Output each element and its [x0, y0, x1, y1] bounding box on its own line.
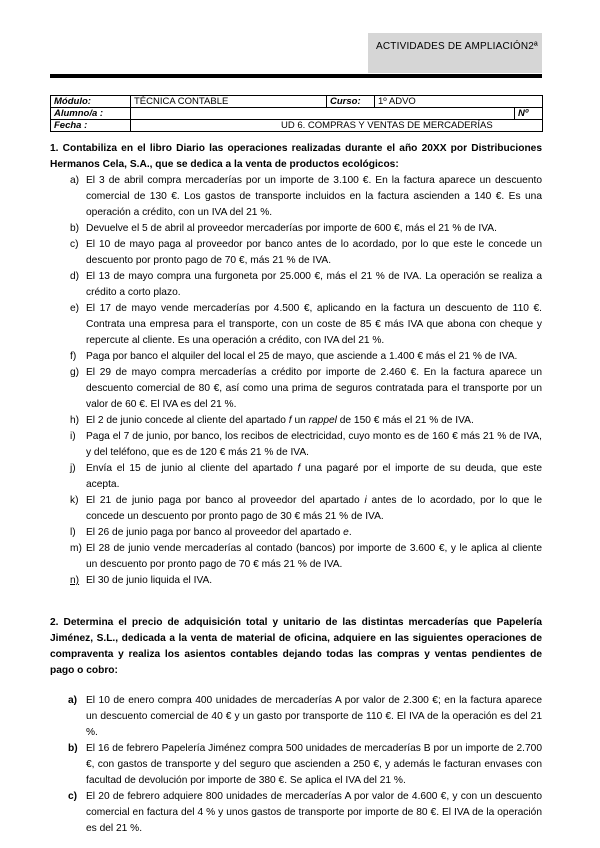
item-marker: n) — [70, 575, 80, 586]
item-marker: i) — [70, 431, 76, 442]
item-text: El 30 de junio liquida el IVA. — [86, 575, 213, 586]
item-marker: j) — [70, 463, 76, 474]
item-text: Envía el 15 de junio al cliente del apartado — [86, 463, 298, 474]
modulo-value: TÉCNICA CONTABLE — [131, 96, 327, 108]
item-text: El 17 de mayo vende mercaderías por 4.500 €, aplicando en la factura un descuento de 110 €. Contrata una empresa para el transporte, con un coste de 85 € más IVA que abona con cheque y repercute al cliente. Es una operación a crédito, con IVA del 21 %. — [86, 303, 542, 346]
q2-item-b — [50, 741, 542, 789]
item-text: El 26 de junio paga por banco al proveedor del apartado — [86, 527, 344, 538]
item-marker: a) — [68, 695, 78, 706]
q1-item-b — [50, 221, 542, 237]
item-text: Devuelve el 5 de abril al proveedor mercaderías por importe de 600 €, más el 21 % de IVA. — [86, 223, 497, 234]
item-text: una pagaré por el importe de su deuda, que este acepta. — [86, 463, 542, 490]
item-marker: g) — [70, 367, 80, 378]
item-ref: f — [288, 415, 292, 426]
info-row-modulo — [51, 96, 543, 108]
item-marker: f) — [70, 351, 77, 362]
item-text: El 2 de junio concede al cliente del apartado — [86, 415, 289, 426]
item-text: El 10 de mayo paga al proveedor por banco antes de lo acordado, por lo que este le concede un descuento por pronto pago de 70 €, más 21 % de IVA. — [86, 239, 542, 266]
q1-item-g — [50, 365, 542, 413]
alumno-field[interactable] — [131, 108, 515, 120]
item-marker: d) — [70, 271, 80, 282]
activity-title: ACTIVIDADES DE AMPLIACIÓN2ª — [376, 41, 538, 52]
curso-value: 1º ADVO — [375, 96, 543, 108]
item-text: El 13 de mayo compra una furgoneta por 25.000 €, más el 21 % de IVA. La operación se realiza a crédito a corto plazo. — [86, 271, 542, 298]
item-marker: b) — [68, 743, 78, 754]
q1-item-h — [50, 413, 542, 429]
question-2-items — [50, 693, 542, 837]
item-marker: k) — [70, 495, 79, 506]
q1-item-m — [50, 541, 542, 573]
numero-label: Nº — [515, 108, 543, 120]
q1-item-k — [50, 493, 542, 525]
q2-item-a — [50, 693, 542, 741]
item-ref: e — [343, 527, 349, 538]
item-marker: l) — [70, 527, 76, 538]
item-marker: c) — [70, 239, 79, 250]
q1-item-d — [50, 269, 542, 301]
q1-item-n — [50, 573, 542, 589]
item-text: El 20 de febrero adquiere 800 unidades de mercaderías A por valor de 4.600 €, y con un descuento comercial en factura del 4 % y unos gastos de transporte por importe de 80 €. El IVA de la operación es del 21 %. — [86, 791, 542, 834]
item-text: Paga por banco el alquiler del local el 25 de mayo, que asciende a 1.400 € más el 21 % de IVA. — [86, 351, 518, 362]
item-marker: a) — [70, 175, 80, 186]
alumno-label: Alumno/a : — [51, 108, 131, 120]
item-text: un — [291, 415, 309, 426]
student-info-table — [50, 95, 543, 132]
fecha-label: Fecha : — [51, 120, 131, 132]
item-marker: m) — [70, 543, 82, 554]
curso-label: Curso: — [327, 96, 375, 108]
item-ref: f — [297, 463, 301, 474]
q1-item-e — [50, 301, 542, 349]
q1-item-c — [50, 237, 542, 269]
item-text: El 3 de abril compra mercaderías por un importe de 3.100 €. En la factura aparece un descuento comercial de 130 €. Los gastos de transporte incluidos en la factura ascienden a 140 €. Es una operación a crédito, con un IVA del 21 %. — [86, 175, 542, 218]
item-text: Paga el 7 de junio, por banco, los recibos de electricidad, cuyo monto es de 160 € más 21 % de IVA, y del teléfono, que es de 120 € más 21 % de IVA. — [86, 431, 542, 458]
q1-item-f — [50, 349, 542, 365]
modulo-label: Módulo: — [51, 96, 131, 108]
item-ref: i — [364, 495, 367, 506]
question-1-items — [50, 173, 542, 589]
item-text: . — [348, 527, 352, 538]
item-text: El 16 de febrero Papelería Jiménez compra 500 unidades de mercaderías B por un importe de 2.700 €, con gastos de transporte y del seguro que ascienden a 250 €, y además le facturan envases con facultad de devolución por importe de 380 €. Se aplica el IVA del 21 %. — [86, 743, 542, 786]
item-marker: h) — [70, 415, 80, 426]
exercise-content — [50, 141, 542, 837]
q1-item-i — [50, 429, 542, 461]
item-marker: e) — [70, 303, 80, 314]
unit-title: UD 6. COMPRAS Y VENTAS DE MERCADERÍAS — [131, 120, 543, 132]
item-text: de 150 € más el 21 % de IVA. — [336, 415, 474, 426]
item-marker: c) — [68, 791, 78, 802]
activity-header — [368, 33, 542, 73]
question-1-statement: 1. Contabiliza en el libro Diario las operaciones realizadas durante el año 20XX por Distribuciones Hermanos Cela, S.A., que se dedica a la venta de productos ecológicos: — [50, 143, 542, 170]
item-text: El 21 de junio paga por banco al proveedor del apartado — [86, 495, 365, 506]
item-term: rappel — [308, 415, 337, 426]
q2-item-c — [50, 789, 542, 837]
item-text: El 29 de mayo compra mercaderías a crédito por importe de 2.460 €. En la factura aparece un descuento comercial de 80 €, así como una prima de seguros contratada para el transporte por un valor de 60 €. El IVA es del 21 %. — [86, 367, 542, 410]
info-row-fecha — [51, 120, 543, 132]
question-2-statement: 2. Determina el precio de adquisición total y unitario de las distintas mercaderías que Papelería Jiménez, S.L., dedicada a la venta de material de oficina, adquiere en las siguientes operaciones de compraventa y realiza los asientos contables dejando todas las compras y ventas pendientes de pago o cobro: — [50, 617, 542, 676]
item-text: El 28 de junio vende mercaderías al contado (bancos) por importe de 3.600 €, y le aplica al cliente un descuento por pronto pago de 70 € más 21 % de IVA. — [86, 543, 542, 570]
header-rule — [50, 74, 542, 78]
q1-item-a — [50, 173, 542, 221]
item-marker: b) — [70, 223, 80, 234]
q1-item-j — [50, 461, 542, 493]
q1-item-l — [50, 525, 542, 541]
item-text: antes de lo acordado, por lo que le concede un descuento por pronto pago de 30 € más 21 % de IVA. — [86, 495, 543, 522]
item-text: El 10 de enero compra 400 unidades de mercaderías A por valor de 2.300 €; en la factura aparece un descuento comercial de 40 € y un gasto por transporte de 110 €. El IVA de la operación es del 21 %. — [86, 695, 542, 738]
info-row-alumno — [51, 108, 543, 120]
